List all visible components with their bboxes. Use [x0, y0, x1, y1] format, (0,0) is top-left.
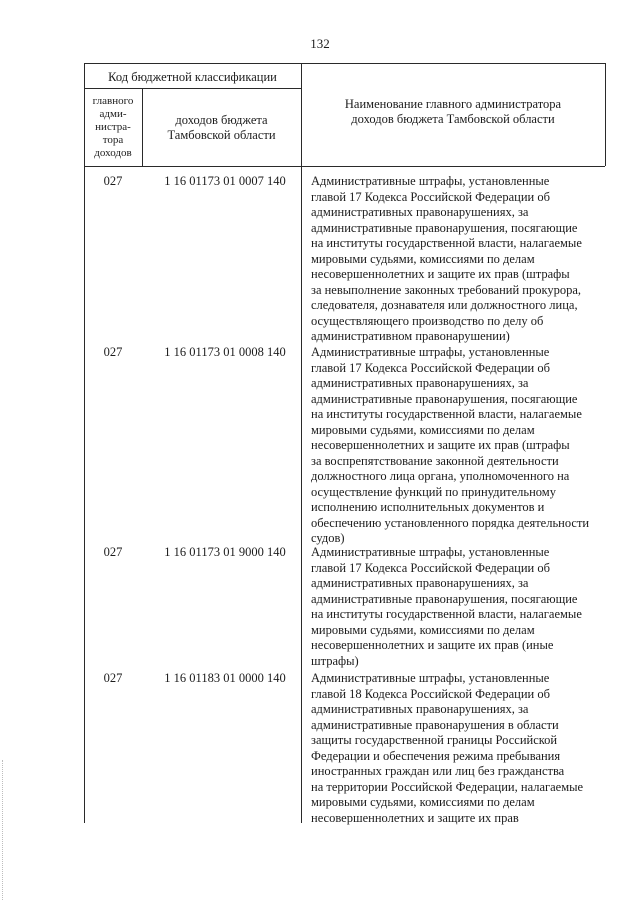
description-line: несовершеннолетних и защите их прав (штрафы: [311, 267, 570, 281]
description-line: на территории Российской Федерации, налагаемые: [311, 779, 584, 794]
description-line: на институты государственной власти, налагаемые: [311, 407, 582, 421]
admin-code: 027: [103, 671, 123, 685]
header-col-admin: [84, 95, 142, 160]
header-col-name-line: доходов бюджета Тамбовской области: [351, 112, 555, 126]
header-group-divider: [84, 88, 301, 89]
income-code: 1 16 01183 01 0000 140: [164, 671, 286, 685]
description-line: следователя, дознавателя или должностного лица,: [311, 298, 578, 312]
description-line: главой 17 Кодекса Российской Федерации об: [311, 560, 550, 575]
description-line: должностного лица органа, уполномоченного на: [311, 469, 570, 483]
row-description: [311, 671, 603, 826]
table-top-border: [84, 63, 605, 64]
description-line: административные правонарушения, посягающие: [311, 391, 578, 406]
description-line: за воспрепятствование законной деятельности: [311, 453, 559, 468]
description-line: административных правонарушениях, за: [311, 205, 529, 219]
income-code: 1 16 01173 01 9000 140: [164, 545, 286, 559]
page-number: 132: [310, 36, 330, 51]
description-line: обеспечению установленного порядка деятельности: [311, 515, 590, 530]
description-line: мировыми судьями, комиссиями по делам: [311, 622, 535, 637]
description-line: Административные штрафы, установленные: [311, 345, 550, 359]
description-line: несовершеннолетних и защите их прав: [311, 810, 519, 825]
description-line: главой 18 Кодекса Российской Федерации об: [311, 686, 550, 701]
description-line: Административные штрафы, установленные: [311, 545, 550, 559]
description-line: несовершеннолетних и защите их прав (иные: [311, 638, 554, 652]
admin-code: 027: [103, 545, 123, 559]
income-code: 1 16 01173 01 0008 140: [164, 345, 286, 359]
header-col-name-line: Наименование главного администратора: [344, 97, 562, 111]
header-col-income: [142, 113, 301, 143]
description-line: осуществление функций по принудительному: [311, 484, 556, 499]
description-line: осуществляющего производство по делу об: [311, 313, 544, 328]
header-col-admin-line: главного: [92, 95, 134, 107]
column-divider-name: [301, 63, 302, 823]
admin-code: 027: [103, 345, 123, 359]
header-bottom-border: [84, 166, 605, 167]
description-line: Административные штрафы, установленные: [311, 174, 550, 188]
description-line: несовершеннолетних и защите их прав (штрафы: [311, 438, 570, 452]
description-line: штрафы): [311, 653, 359, 668]
description-line: Административные штрафы, установленные: [311, 671, 550, 685]
header-col-income-line: Тамбовской области: [167, 128, 276, 142]
header-col-admin-line: тора: [102, 134, 124, 146]
description-line: административных правонарушениях, за: [311, 702, 529, 716]
header-col-income-line: доходов бюджета: [175, 113, 268, 127]
description-line: главой 17 Кодекса Российской Федерации об: [311, 360, 550, 375]
income-code: 1 16 01173 01 0007 140: [164, 174, 286, 188]
header-col-admin-line: нистра-: [95, 121, 131, 133]
header-col-admin-line: доходов: [94, 147, 132, 159]
row-description: [311, 174, 603, 345]
header-col-admin-line: адми-: [99, 108, 127, 120]
description-line: административные правонарушения, посягающие: [311, 220, 578, 235]
description-line: защиты государственной границы Российской: [311, 733, 558, 747]
header-col-name: [301, 97, 605, 127]
description-line: Федерации и обеспечения режима пребывания: [311, 748, 561, 763]
table-right-border: [605, 63, 606, 166]
row-description: [311, 345, 603, 547]
description-line: административные правонарушения, посягающие: [311, 591, 578, 606]
description-line: главой 17 Кодекса Российской Федерации об: [311, 189, 550, 204]
description-line: на институты государственной власти, налагаемые: [311, 236, 582, 250]
description-line: исполнению исполнительных документов и: [311, 500, 545, 514]
admin-code: 027: [103, 174, 123, 188]
scan-margin-marks: [2, 760, 5, 900]
description-line: за невыполнение законных требований прокурора,: [311, 282, 582, 297]
description-line: иностранных граждан или лиц без гражданства: [311, 764, 565, 778]
description-line: административных правонарушениях, за: [311, 376, 529, 390]
description-line: мировыми судьями, комиссиями по делам: [311, 422, 535, 437]
row-description: [311, 545, 603, 669]
description-line: мировыми судьями, комиссиями по делам: [311, 795, 535, 809]
header-group-title: Код бюджетной классификации: [108, 70, 277, 84]
description-line: административных правонарушениях, за: [311, 576, 529, 590]
description-line: судов): [311, 531, 345, 545]
description-line: на институты государственной власти, налагаемые: [311, 607, 582, 621]
description-line: мировыми судьями, комиссиями по делам: [311, 251, 535, 266]
description-line: административном правонарушении): [311, 329, 510, 343]
description-line: административные правонарушения в области: [311, 717, 559, 732]
